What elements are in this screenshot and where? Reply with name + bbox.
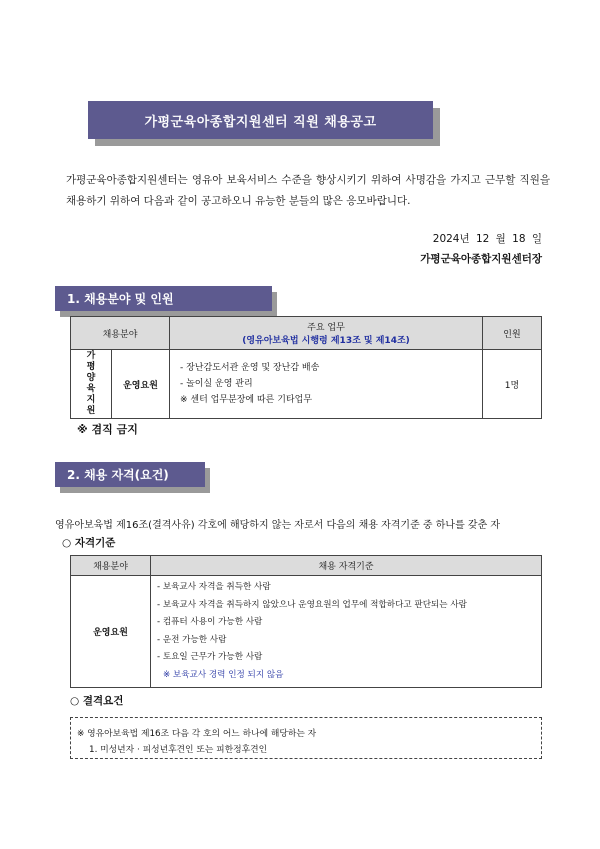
position-cell: 운영요원 [71,576,151,688]
positions-table [70,316,542,419]
disqualification-box [70,717,542,759]
criteria-header-row [71,556,542,576]
disqualification-title: ○ 결격요건 [70,695,124,707]
duty-item: - 놀이실 운영 관리 [180,379,253,389]
col-field: 채용분야 [71,317,170,350]
announcement-date: 2024년 12 월 18 일 [432,233,542,245]
disqualification-line: 1. 미성년자 · 피성년후견인 또는 피한정후견인 [89,745,268,755]
section1-heading: 1. 채용분야 및 인원 [55,286,272,311]
criteria-item: - 토요일 근무가 가능한 사람 [157,652,263,662]
concurrent-job-note: ※ 겸직 금지 [77,423,138,436]
criteria-table [70,555,542,688]
criteria-cell [151,576,542,688]
duties-cell [170,350,483,419]
col-field: 채용분야 [71,556,151,576]
criteria-title: ○ 자격기준 [62,537,116,549]
criteria-item: - 보육교사 자격을 취득한 사람 [157,582,271,592]
criteria-item: - 운전 가능한 사람 [157,634,227,645]
table-row [71,576,542,688]
table-row [71,350,542,419]
col-duty [170,317,483,350]
positions-header-row [71,317,542,350]
col-count: 인원 [483,317,542,350]
intro-paragraph: 가평군육아종합지원센터는 영유아 보육서비스 수준을 향상시키기 위하여 사명감을 가지고 근무할 직원을 채용하기 위하여 다음과 같이 공고하오니 유능한 분들의 많은 응모바랍니다. [66,174,550,207]
page-title: 가평군육아종합지원센터 직원 채용공고 [88,101,433,139]
disqualification-line: ※ 영유아보육법 제16조 다음 각 호의 어느 하나에 해당하는 자 [77,729,317,739]
requirements-intro: 영유아보육법 제16조(결격사유) 각호에 해당하지 않는 자로서 다음의 채용 자격기준 중 하나를 갖춘 자 [55,520,501,531]
criteria-item: - 보육교사 자격을 취득하지 않았으나 운영요원의 업무에 적합하다고 판단되는 사람 [157,599,467,610]
col-criteria: 채용 자격기준 [151,556,542,576]
position-cell: 운영요원 [112,350,170,419]
criteria-note: ※ 보육교사 경력 인정 되지 않음 [163,669,284,680]
col-duty-label: 주요 업무 [307,323,345,333]
col-duty-sub: (영유아보육법 시행령 제13조 및 제14조) [242,336,410,346]
group-cell: 가 평 양 육 지 원 [71,350,112,419]
count-cell: 1명 [483,350,542,419]
criteria-item: - 컴퓨터 사용이 가능한 사람 [157,617,263,627]
duty-item: - 장난감도서관 운영 및 장난감 배송 [180,363,320,373]
issuer: 가평군육아종합지원센터장 [420,253,542,265]
duty-item: ※ 센터 업무분장에 따른 기타업무 [180,395,313,405]
section2-heading: 2. 채용 자격(요건) [55,462,205,487]
